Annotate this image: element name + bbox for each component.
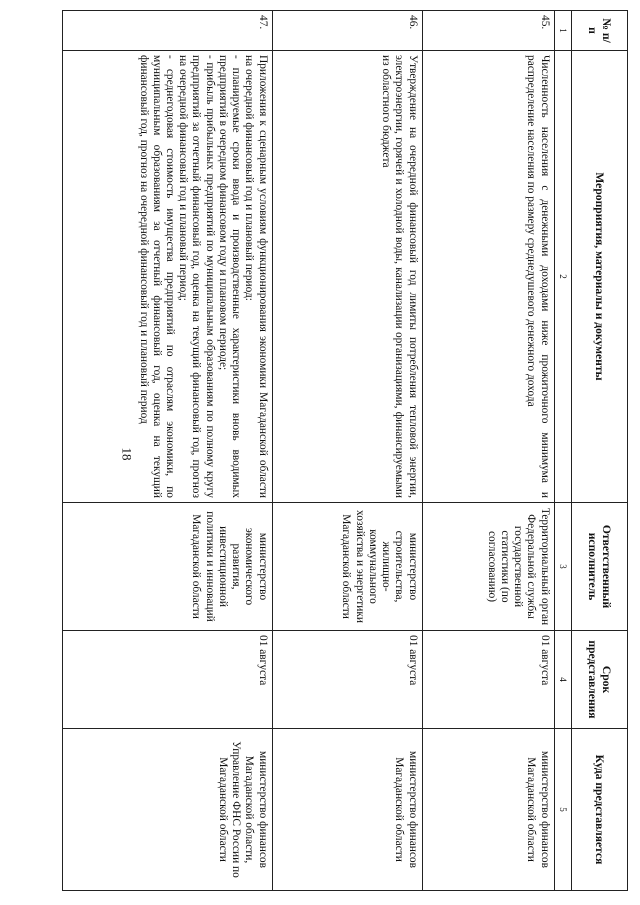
row-executor: министерство строительства, жилищно-коммунального хозяйства и энергетики Магаданской области [272, 503, 422, 631]
row-executor: Территориальный орган Федеральной службы государственной статистики (по согласованию) [422, 503, 554, 631]
row-number: 46. [272, 11, 422, 51]
column-number: 2 [554, 51, 571, 503]
header-executor: Ответственный исполнитель [572, 503, 628, 631]
row-deadline: 01 августа [272, 631, 422, 729]
header-num: № п/п [572, 11, 628, 51]
events-table [62, 10, 628, 891]
header-row [572, 11, 628, 891]
activity-line: Приложения к сценарным условиям функционирования экономики Магаданской области на очередной финансовый год и плановый период: [243, 55, 269, 498]
activity-line: - среднегодовая стоимость имущества предприятий по отраслям экономики, по муниципальным образованиям за отчетный финансовый год, оценка на текущий финансовый год, прогноз на очередной финансовый год и плановый период [137, 55, 177, 498]
header-recipient: Куда представляется [572, 729, 628, 891]
column-number-row [554, 11, 571, 891]
row-executor: министерство экономического развития, инвестиционной политики и инноваций Магаданской области [63, 503, 273, 631]
table-row [422, 11, 554, 891]
row-activity: Численность населения с денежными доходами ниже прожиточного минимума и распределение населения по размеру среднедушевого денежного дохода [422, 51, 554, 503]
page-number: 18 [119, 447, 135, 461]
activity-line: - планируемые сроки ввода и производственные характеристики вновь вводимых предприятий в очередном финансовом году и плановом периоде; [216, 55, 243, 498]
column-number: 5 [554, 729, 571, 891]
header-activity: Мероприятия, материалы и документы [572, 51, 628, 503]
row-recipient: министерство финансов Магаданской области, Управление ФНС России по Магаданской области [63, 729, 273, 891]
activity-line: - прибыль прибыльных предприятий по муниципальным образованиям по полному кругу предприятий за отчетный финансовый год, оценка на текущий финансовый год, прогноз на очередной финансовый год и плановый период; [177, 55, 216, 498]
row-activity-list [63, 51, 273, 503]
header-deadline: Срок представления [572, 631, 628, 729]
table-row [63, 11, 273, 891]
table-frame [62, 10, 628, 890]
column-number: 4 [554, 631, 571, 729]
column-number: 3 [554, 503, 571, 631]
row-deadline: 01 августа [422, 631, 554, 729]
row-activity: Утверждение на очередной финансовый год лимиты потребления тепловой энергии, электроэнергии, горячей и холодной воды, канализации организациями, финансируемыми из областного бюджета [272, 51, 422, 503]
row-recipient: министерство финансов Магаданской области [422, 729, 554, 891]
row-recipient: министерство финансов Магаданской области [272, 729, 422, 891]
column-number: 1 [554, 11, 571, 51]
row-number: 47. [63, 11, 273, 51]
table-row [272, 11, 422, 891]
row-number: 45. [422, 11, 554, 51]
row-deadline: 01 августа [63, 631, 273, 729]
